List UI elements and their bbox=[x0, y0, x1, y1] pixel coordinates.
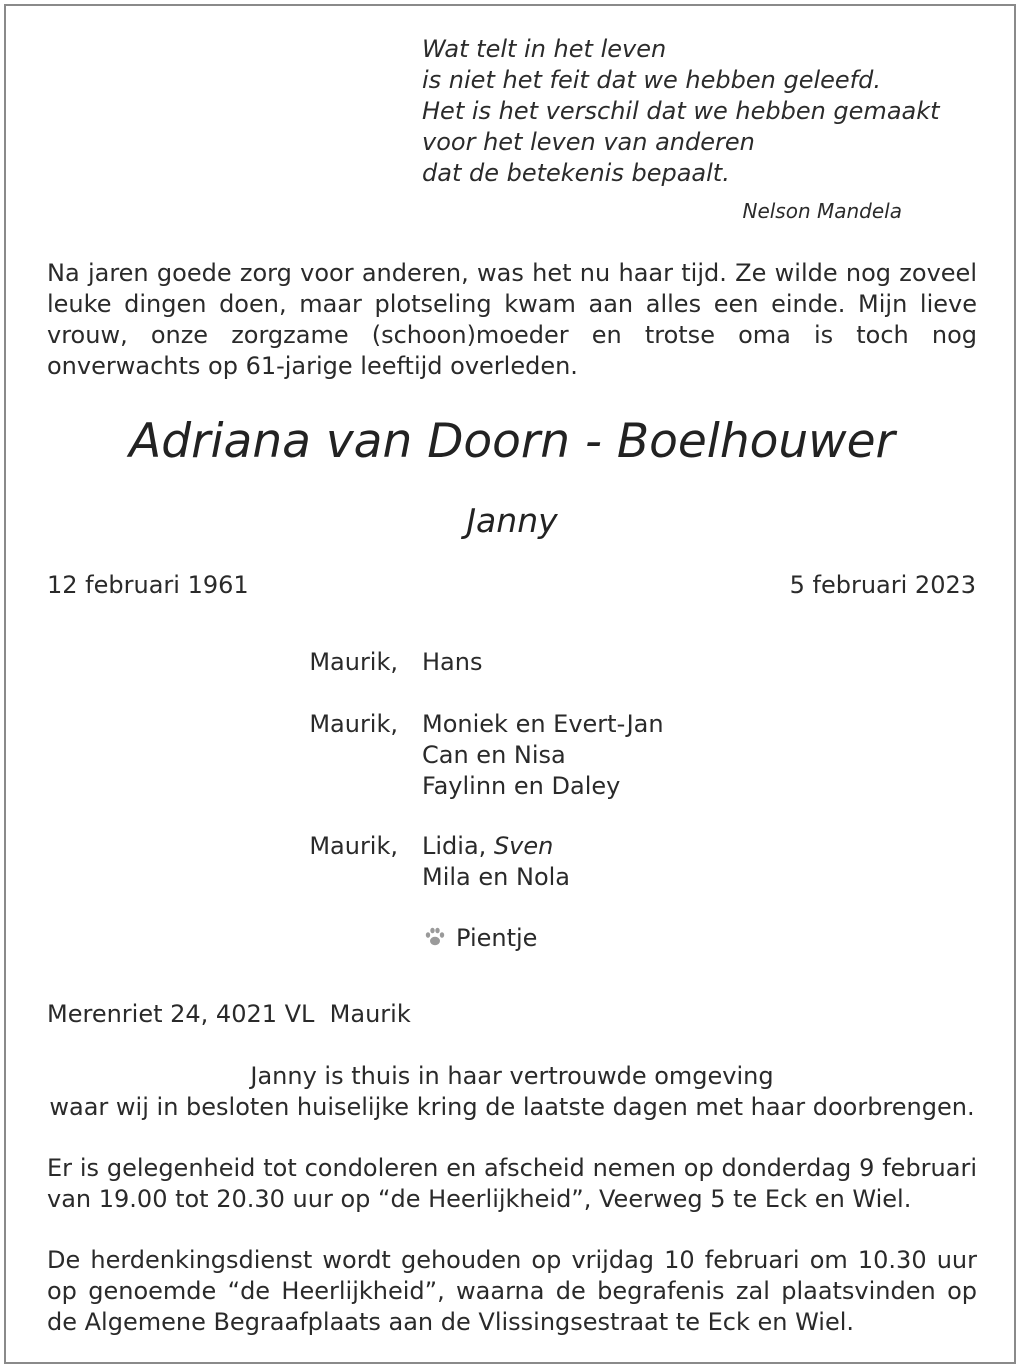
condolence-paragraph: Er is gelegenheid tot condoleren en afscheid nemen op donderdag 9 februari van 19.00 tot 20.30 uur op “de Heerlijkheid”, Veerweg 5 te Eck en Wiel. bbox=[47, 1154, 977, 1213]
home-notice bbox=[0, 1061, 1024, 1123]
family-place: Maurik, bbox=[309, 832, 398, 860]
family-names bbox=[422, 709, 664, 802]
family-member-partner: Sven bbox=[493, 832, 554, 860]
deceased-full-name: Adriana van Doorn - Boelhouwer bbox=[129, 414, 895, 469]
family-names bbox=[422, 831, 570, 893]
quote-author: Nelson Mandela bbox=[742, 199, 902, 223]
quote-line: Wat telt in het leven bbox=[422, 35, 667, 63]
deceased-nickname: Janny bbox=[466, 501, 558, 540]
family-member: Can en Nisa bbox=[422, 741, 566, 769]
birth-date: 12 februari 1961 bbox=[47, 571, 249, 599]
family-member: Hans bbox=[422, 648, 483, 676]
death-date: 5 februari 2023 bbox=[789, 571, 976, 599]
quote-line: Het is het verschil dat we hebben gemaakt bbox=[422, 97, 940, 125]
quote bbox=[422, 34, 940, 189]
family-place: Maurik, bbox=[309, 648, 398, 676]
quote-line: is niet het feit dat we hebben geleefd. bbox=[422, 66, 881, 94]
home-notice-line: Janny is thuis in haar vertrouwde omgeving bbox=[250, 1062, 774, 1090]
family-place: Maurik, bbox=[309, 710, 398, 738]
family-names bbox=[422, 647, 482, 678]
family-member: Mila en Nola bbox=[422, 863, 570, 891]
pet-name: Pientje bbox=[456, 924, 538, 952]
family-member-name: Lidia, bbox=[422, 832, 494, 860]
quote-line: voor het leven van anderen bbox=[422, 128, 755, 156]
intro-paragraph: Na jaren goede zorg voor anderen, was het nu haar tijd. Ze wilde nog zoveel leuke dingen doen, maar plotseling kwam aan alles een einde. Mijn lieve vrouw, onze zorgzame (schoon)moeder en trotse oma is toch nog onverwachts op 61-jarige leeftijd overleden. bbox=[47, 259, 977, 380]
family-member: Moniek en Evert-Jan bbox=[422, 710, 664, 738]
family-member: Faylinn en Daley bbox=[422, 772, 621, 800]
home-address: Merenriet 24, 4021 VL Maurik bbox=[47, 1000, 411, 1028]
service-paragraph: De herdenkingsdienst wordt gehouden op vrijdag 10 februari om 10.30 uur op genoemde “de Heerlijkheid”, waarna de begrafenis zal plaatsvinden op de Algemene Begraafplaats aan de Vlissingsestraat te Eck en Wiel. bbox=[47, 1246, 977, 1336]
quote-line: dat de betekenis bepaalt. bbox=[422, 159, 730, 187]
home-notice-line: waar wij in besloten huiselijke kring de laatste dagen met haar doorbrengen. bbox=[49, 1093, 975, 1121]
paw-print-icon bbox=[424, 926, 446, 948]
family-member bbox=[422, 831, 570, 862]
